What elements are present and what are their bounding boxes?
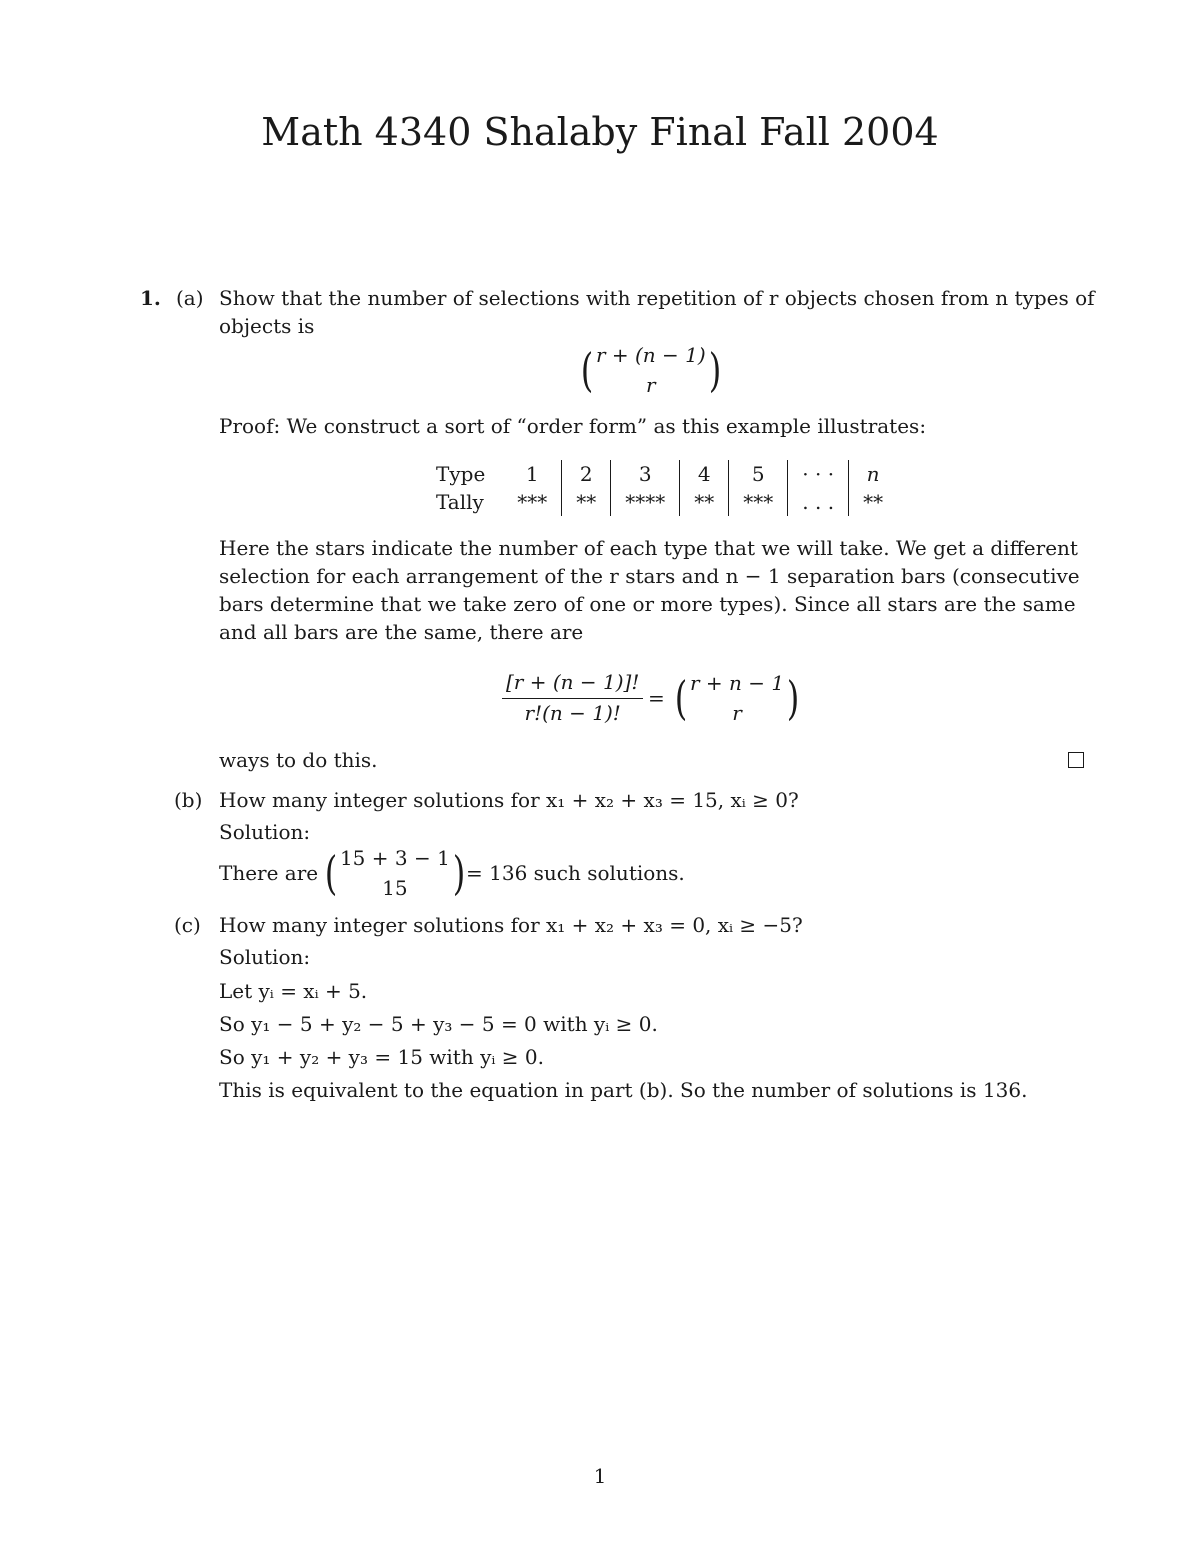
para-line: bars determine that we take zero of one or more types). Since all stars are the same — [219, 592, 1076, 616]
fraction-denominator: r!(n − 1)! — [524, 701, 621, 725]
binomial-a — [578, 340, 724, 400]
tally-cell: *** — [517, 490, 548, 514]
right-paren: ) — [708, 343, 721, 397]
type-cell: 4 — [680, 460, 729, 488]
tally-cell: ** — [849, 488, 898, 516]
part-b-result: = 136 such solutions. — [466, 861, 685, 885]
fraction-numerator: [r + (n − 1)]! — [502, 668, 643, 699]
binom-top: r + n − 1 — [689, 671, 785, 695]
tally-cell: . . . — [788, 488, 849, 516]
binom-bottom: r — [732, 701, 742, 725]
tally-row — [430, 488, 897, 516]
para-line: selection for each arrangement of the r stars and n − 1 separation bars (consecutive — [219, 564, 1080, 588]
type-cell: 1 — [525, 462, 539, 486]
there-are-text: There are — [219, 861, 319, 885]
part-c-solution-label: Solution: — [219, 945, 311, 969]
binomial-a2 — [672, 668, 802, 728]
tally-cell: *** — [729, 488, 788, 516]
part-c-line: This is equivalent to the equation in part (b). So the number of solutions is 136. — [219, 1078, 1028, 1102]
binomial-b — [322, 843, 468, 903]
row-label-type: Type — [436, 462, 486, 486]
factorial-fraction — [502, 668, 643, 727]
part-c-question: How many integer solutions for x₁ + x₂ + x₃ = 0, xᵢ ≥ −5? — [219, 913, 803, 937]
left-paren: ( — [324, 846, 338, 900]
part-b-question: How many integer solutions for x₁ + x₂ + x₃ = 15, xᵢ ≥ 0? — [219, 788, 799, 812]
part-c-label: (c) — [174, 913, 201, 937]
left-paren: ( — [674, 671, 688, 725]
part-a-line2: objects is — [219, 314, 315, 338]
part-c-line: So y₁ + y₂ + y₃ = 15 with yᵢ ≥ 0. — [219, 1045, 544, 1069]
type-row — [430, 460, 897, 488]
page-number: 1 — [593, 1464, 607, 1488]
para-line: Here the stars indicate the number of each type that we will take. We get a different — [219, 536, 1078, 560]
tally-cell: ** — [680, 488, 729, 516]
type-cell: n — [849, 460, 898, 488]
binom-top: 15 + 3 − 1 — [339, 846, 450, 870]
right-paren: ) — [786, 671, 800, 725]
binom-top: r + (n − 1) — [595, 343, 706, 367]
tally-cell: **** — [611, 488, 680, 516]
left-paren: ( — [580, 343, 594, 397]
proof-intro: Proof: We construct a sort of “order form” as this example illustrates: — [219, 414, 927, 438]
part-a-label: (a) — [176, 286, 204, 310]
part-b-solution-label: Solution: — [219, 820, 311, 844]
part-c-line: Let yᵢ = xᵢ + 5. — [219, 979, 368, 1003]
type-cell: 5 — [729, 460, 788, 488]
part-b-label: (b) — [174, 788, 203, 812]
part-c-line: So y₁ − 5 + y₂ − 5 + y₃ − 5 = 0 with yᵢ ≥ 0. — [219, 1012, 658, 1036]
tally-cell: ** — [562, 488, 611, 516]
type-cell: · · · — [788, 460, 849, 488]
ways-text: ways to do this. — [219, 748, 378, 772]
qed-square-icon — [1068, 752, 1084, 768]
order-form-table — [430, 460, 897, 516]
equals-sign: = — [648, 686, 665, 710]
type-cell: 2 — [562, 460, 611, 488]
row-label-tally: Tally — [436, 490, 484, 514]
page-title: Math 4340 Shalaby Final Fall 2004 — [261, 110, 939, 154]
para-line: and all bars are the same, there are — [219, 620, 584, 644]
type-cell: 3 — [611, 460, 680, 488]
part-a-line1: Show that the number of selections with repetition of r objects chosen from n types of — [219, 286, 1095, 310]
right-paren: ) — [452, 846, 466, 900]
problem-number: 1. — [140, 286, 161, 310]
binom-bottom: r — [646, 373, 656, 397]
binom-bottom: 15 — [382, 876, 408, 900]
